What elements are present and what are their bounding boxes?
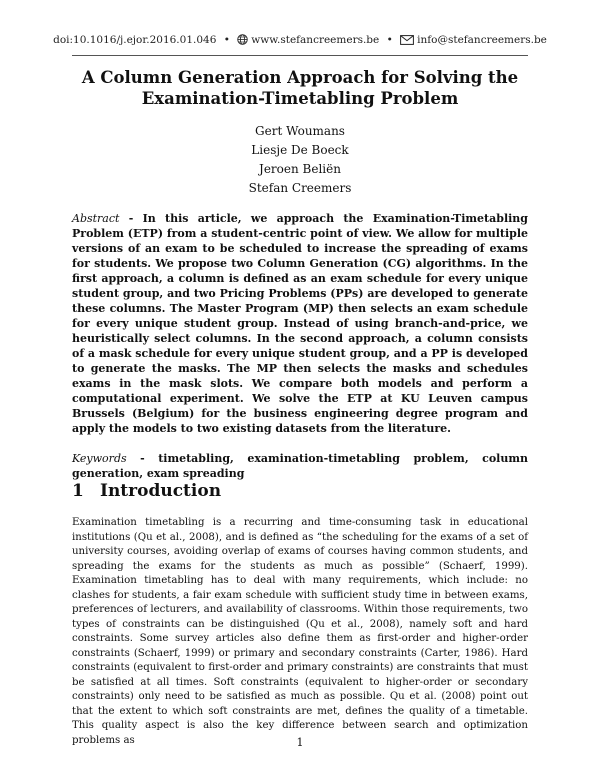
title-line-2: Examination-Timetabling Problem bbox=[141, 89, 459, 108]
bullet-separator: • bbox=[223, 34, 230, 46]
author-list bbox=[0, 122, 600, 198]
page-header bbox=[0, 34, 600, 48]
author: Gert Woumans bbox=[255, 124, 345, 138]
page-number: 1 bbox=[296, 736, 304, 749]
abstract-label: Abstract bbox=[72, 212, 120, 225]
website-link[interactable]: www.stefancreemers.be bbox=[251, 34, 380, 46]
body-paragraph: Examination timetabling is a recurring and time-consuming task in educational institutions (Qu et al., 2008), and is defined as “the scheduling for the exams of a set of university courses, avoiding overlap of exams of courses having common students, and spreading the exams for the students as much as possible” (Schaerf, 1999). Examination timetabling has to deal with many requirements, which include: no clashes for students, a fair exam schedule with sufficient study time in between exams, preferences of lecturers, and availability of classrooms. Within those requirements, two types of constraints can be distinguished (Qu et al., 2008), namely soft and hard constraints. Some survey articles also define them as first-order and higher-order constraints (Schaerf, 1999) or primary and secondary constraints (Carter, 1986). Hard constraints (equivalent to first-order and primary constraints) are constraints that must be satisfied at all times. Soft constraints (equivalent to higher-order or secondary constraints) only need to be satisfied as much as possible. Qu et al. (2008) point out that the extent to which soft constraints are met, defines the quality of a timetable. This quality aspect is also the key difference between search and optimization problems as bbox=[72, 517, 528, 746]
title-line-1: A Column Generation Approach for Solving the bbox=[81, 68, 519, 87]
paper-title bbox=[40, 67, 560, 109]
email-link[interactable]: info@stefancreemers.be bbox=[417, 34, 547, 46]
header-divider bbox=[72, 55, 528, 56]
section-title: Introduction bbox=[100, 481, 222, 501]
author: Stefan Creemers bbox=[248, 181, 352, 195]
doi-link[interactable]: doi:10.1016/j.ejor.2016.01.046 bbox=[53, 34, 217, 46]
section-number: 1 bbox=[72, 481, 84, 501]
abstract bbox=[72, 211, 528, 436]
section-heading bbox=[72, 481, 221, 501]
globe-icon bbox=[237, 34, 248, 48]
author: Liesje De Boeck bbox=[251, 143, 349, 157]
mail-icon bbox=[400, 35, 414, 48]
abstract-text: - In this article, we approach the Examination-Timetabling Problem (ETP) from a student-centric point of view. We allow for multiple versions of an exam to be scheduled to increase the spreading of exams for students. We propose two Column Generation (CG) algorithms. In the first approach, a column is defined as an exam schedule for every unique student group, and two Pricing Problems (PPs) are developed to generate these columns. The Master Program (MP) then selects an exam schedule for every unique student group. Instead of using branch-and-price, we heuristically select columns. In the second approach, a column consists of a mask schedule for every unique student group, and a PP is developed to generate the masks. The MP then selects the masks and schedules exams in the mask slots. We compare both models and perform a computational experiment. We solve the ETP at KU Leuven campus Brussels (Belgium) for the business engineering degree program and apply the models to two existing datasets from the literature. bbox=[72, 212, 528, 435]
bullet-separator: • bbox=[386, 34, 393, 46]
keywords-label: Keywords bbox=[72, 452, 127, 465]
keywords bbox=[72, 451, 528, 481]
keywords-text: - timetabling, examination-timetabling problem, column generation, exam spreading bbox=[72, 452, 528, 480]
author: Jeroen Beliën bbox=[259, 162, 341, 176]
